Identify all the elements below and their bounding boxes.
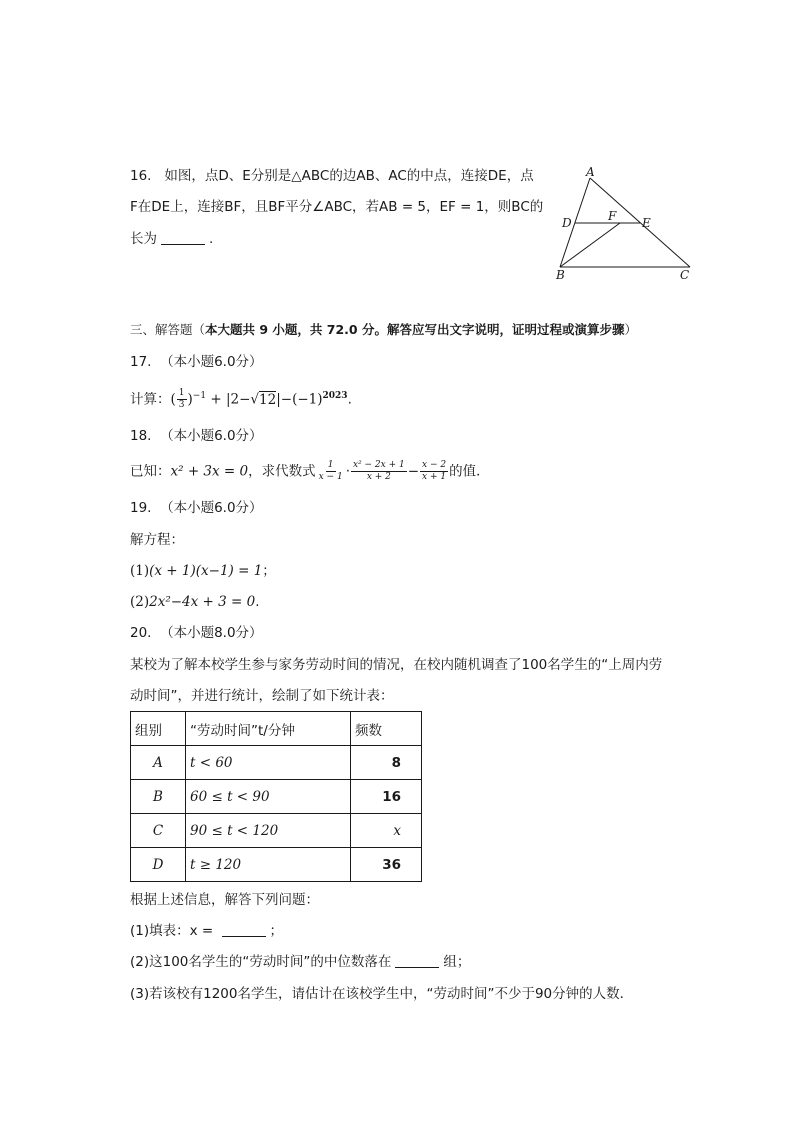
table-row (131, 814, 422, 848)
label-e: E (642, 216, 651, 230)
q19-points: （本小题6.0分） (160, 500, 263, 516)
table-cell: t < 60 (186, 746, 351, 780)
q18-f1-num: 1 (327, 460, 334, 470)
q19-p1-end: ； (262, 563, 276, 579)
q20-text-1: 某校为了解本校学生参与家务劳动时间的情况，在校内随机调查了100名学生的“上周内劳 (130, 657, 663, 673)
table-header: 频数 (351, 712, 422, 746)
table-row (131, 746, 422, 780)
q18-suffix: 的值． (449, 463, 490, 480)
q18-prefix: 已知： (130, 463, 171, 480)
q17-exponent: −1 (192, 391, 207, 401)
q17-points: （本小题6.0分） (160, 354, 263, 370)
q17-frac-num: 1 (178, 388, 185, 398)
q18-points: （本小题6.0分） (160, 428, 263, 444)
table-cell: x (351, 814, 422, 848)
label-c: C (680, 268, 690, 282)
q18-equation: x² + 3x = 0 (170, 463, 249, 480)
q18-f3-num: x − 2 (422, 460, 447, 470)
table-row (131, 780, 422, 814)
table-cell: D (131, 848, 186, 882)
q18-f2-den: x + 2 (366, 472, 391, 482)
q19-p2-equation: 2x²−4x + 3 = 0 (149, 594, 256, 610)
q20-sub1-end: ； (269, 923, 284, 939)
statistics-table (130, 711, 422, 882)
q16-text-1: 如图，点D、E分别是△ABC的边AB、AC的中点，连接DE，点 (164, 168, 534, 184)
q20-header (130, 623, 263, 643)
q17-exponent-2: 2023 (322, 391, 348, 401)
label-d: D (562, 216, 572, 230)
q16-period: . (209, 231, 214, 247)
table-cell: A (131, 746, 186, 780)
q16-line3 (130, 229, 213, 249)
q20-points: （本小题8.0分） (160, 625, 263, 641)
triangle-figure (548, 164, 698, 284)
section-heading-bold: 本大题共 9 小题，共 72.0 分。解答应写出文字说明，证明过程或演算步骤 (205, 322, 625, 337)
q18-header (130, 426, 263, 446)
q19-p1-label: (1) (130, 563, 150, 579)
q20-sub2-text: (2)这100名学生的“劳动时间”的中位数落在 (130, 954, 392, 970)
q16-text-3: 长为 (130, 231, 157, 247)
table-cell: C (131, 814, 186, 848)
q17-sqrt-arg: 12 (259, 391, 277, 408)
q19-header (130, 498, 263, 518)
label-f: F (608, 209, 617, 223)
q18-expression (130, 460, 490, 483)
q19-p1-equation: (x + 1)(x−1) = 1 (149, 563, 263, 579)
table-cell: 90 ≤ t < 120 (186, 814, 351, 848)
q17-expression: 计算：( $\frac{1}{3}$ )$^{-1} + |2-√12|-(-1)^{2023}$. (130, 388, 352, 410)
q18-f3-den: x + 1 (422, 472, 447, 482)
table-row (131, 848, 422, 882)
q18-minus: − (407, 463, 420, 480)
table-header: “劳动时间”t/分钟 (186, 712, 351, 746)
table-cell: 16 (351, 780, 422, 814)
q19-p2-end: . (255, 594, 260, 610)
q18-middle: ，求代数式 (248, 463, 316, 480)
q17-number: 17. (130, 354, 152, 370)
table-cell: B (131, 780, 186, 814)
table-header-row (131, 712, 422, 746)
q18-f2-num: x² − 2x + 1 (352, 460, 405, 470)
q17-middle: + |2− (206, 391, 251, 408)
answer-blank (395, 953, 439, 968)
q16-line2: F在DE上，连接BF，且BF平分∠ABC，若AB = 5，EF = 1，则BC的 (130, 199, 544, 215)
answer-blank (161, 230, 205, 245)
q19-p2-label: (2) (130, 594, 150, 610)
q16-number: 16. (130, 168, 152, 184)
table-cell: t ≥ 120 (186, 848, 351, 882)
section-heading-prefix: 三、解答题（ (130, 322, 206, 337)
q18-dot: · (345, 463, 350, 480)
q17-prefix: 计算： (130, 391, 171, 408)
q20-after-table: 根据上述信息，解答下列问题： (130, 892, 319, 908)
label-a: A (586, 165, 595, 179)
table-cell: 60 ≤ t < 90 (186, 780, 351, 814)
table-cell: 8 (351, 746, 422, 780)
q16-line1 (130, 166, 534, 186)
q18-number: 18. (130, 428, 152, 444)
q19-part1 (130, 561, 276, 581)
section-heading (130, 320, 637, 340)
q20-sub2-end: 组； (443, 954, 471, 970)
q20-text-2: 动时间”，并进行统计，绘制了如下统计表： (130, 688, 394, 704)
q19-part2 (130, 592, 260, 612)
table-header: 组别 (131, 712, 186, 746)
q17-header (130, 352, 263, 372)
q18-f1-den: x − 1 (318, 472, 343, 482)
table-cell: 36 (351, 848, 422, 882)
q19-number: 19. (130, 500, 152, 516)
q20-sub2 (130, 952, 470, 972)
q19-intro: 解方程： (130, 532, 184, 548)
answer-blank (222, 922, 266, 937)
q20-sub1 (130, 921, 283, 941)
section-heading-suffix: ） (624, 322, 637, 337)
q20-sub1-text: (1)填表：x = (130, 923, 218, 939)
q20-number: 20. (130, 625, 152, 641)
q17-end: . (347, 391, 352, 408)
q17-after-sqrt: |−(−1) (276, 391, 323, 408)
label-b: B (556, 268, 565, 282)
q17-frac-den: 3 (178, 400, 185, 410)
q20-sub3: (3)若该校有1200名学生，请估计在该校学生中，“劳动时间”不少于90分钟的人数． (130, 986, 634, 1002)
